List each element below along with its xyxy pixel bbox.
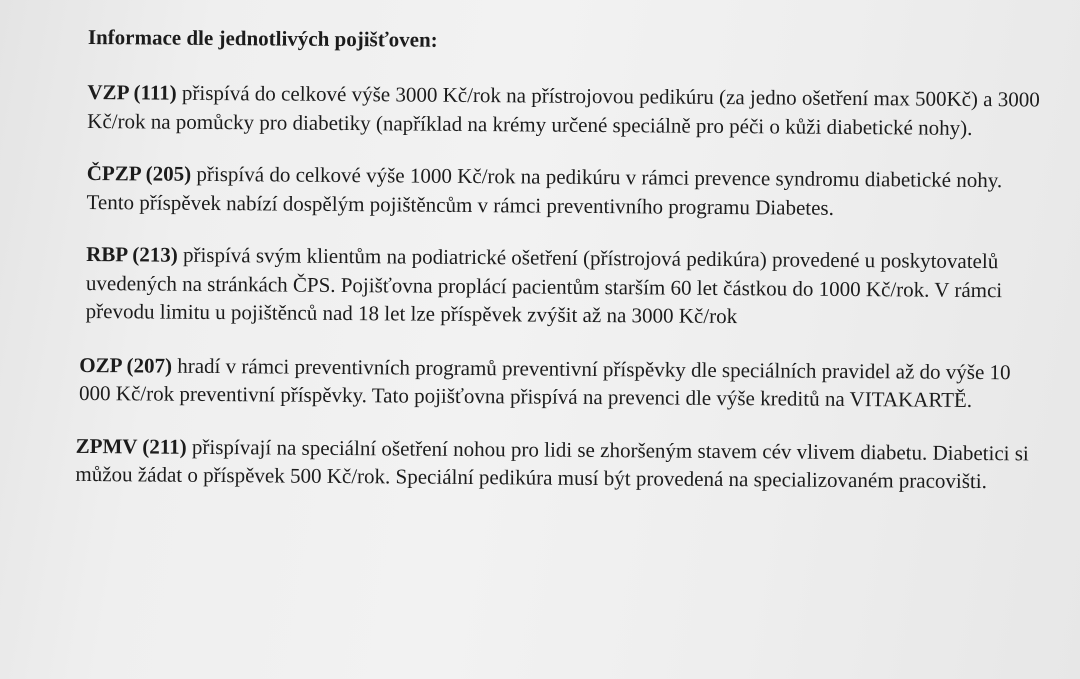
insurer-code: ČPZP (205) — [86, 160, 192, 186]
insurer-text: přispívá do celkové výše 1000 Kč/rok na pedikúru v rámci prevence syndromu diabetické nohy. Tento příspěvek nabízí dospělým pojištěncům v rámci preventivního programu Diabetes. — [86, 161, 1003, 220]
insurer-code: VZP (111) — [87, 79, 177, 105]
page-title: Informace dle jednotlivých pojišťoven: — [87, 24, 438, 52]
insurer-text: přispívá svým klientům na podiatrické ošetření (přístrojová pedikúra) provedené u poskytovatelů uvedených na stránkách ČPS. Pojišťovna proplácí pacientům starším 60 let částkou do 1000 Kč/rok. V rámci převodu limitu u pojištěnců nad 18 let lze příspěvek zvýšit až na 3000 Kč/rok — [85, 242, 1003, 329]
insurer-paragraph-cpzp — [86, 159, 1046, 224]
document-body — [75, 22, 1048, 496]
insurer-code: OZP (207) — [79, 352, 173, 378]
insurer-code: RBP (213) — [86, 241, 178, 267]
insurer-text: přispívá do celkové výše 3000 Kč/rok na přístrojovou pedikúru (za jedno ošetření max 500Kč) a 3000 Kč/rok na pomůcky pro diabetiky (například na krémy určené speciálně pro péči o kůži diabetické nohy). — [87, 80, 1040, 140]
insurer-paragraph-vzp — [87, 78, 1047, 143]
insurer-paragraph-ozp — [79, 350, 1045, 415]
insurer-text: hradí v rámci preventivních programů preventivní příspěvky dle speciálních pravidel až do výše 10 000 Kč/rok preventivní příspěvky. Tato pojišťovna přispívá na prevenci dle výše kreditů na VITAKARTĚ. — [78, 353, 1011, 412]
insurer-code: ZPMV (211) — [75, 433, 187, 459]
insurer-paragraph-rbp — [86, 240, 1047, 333]
insurer-text: přispívají na speciální ošetření nohou pro lidi se zhoršeným stavem cév vlivem diabetu. Diabetici si můžou žádat o příspěvek 500 Kč/rok. Speciální pedikúra musí být provedená na specializovaném pracovišti. — [75, 434, 1029, 494]
insurer-paragraph-zpmv — [75, 431, 1044, 496]
